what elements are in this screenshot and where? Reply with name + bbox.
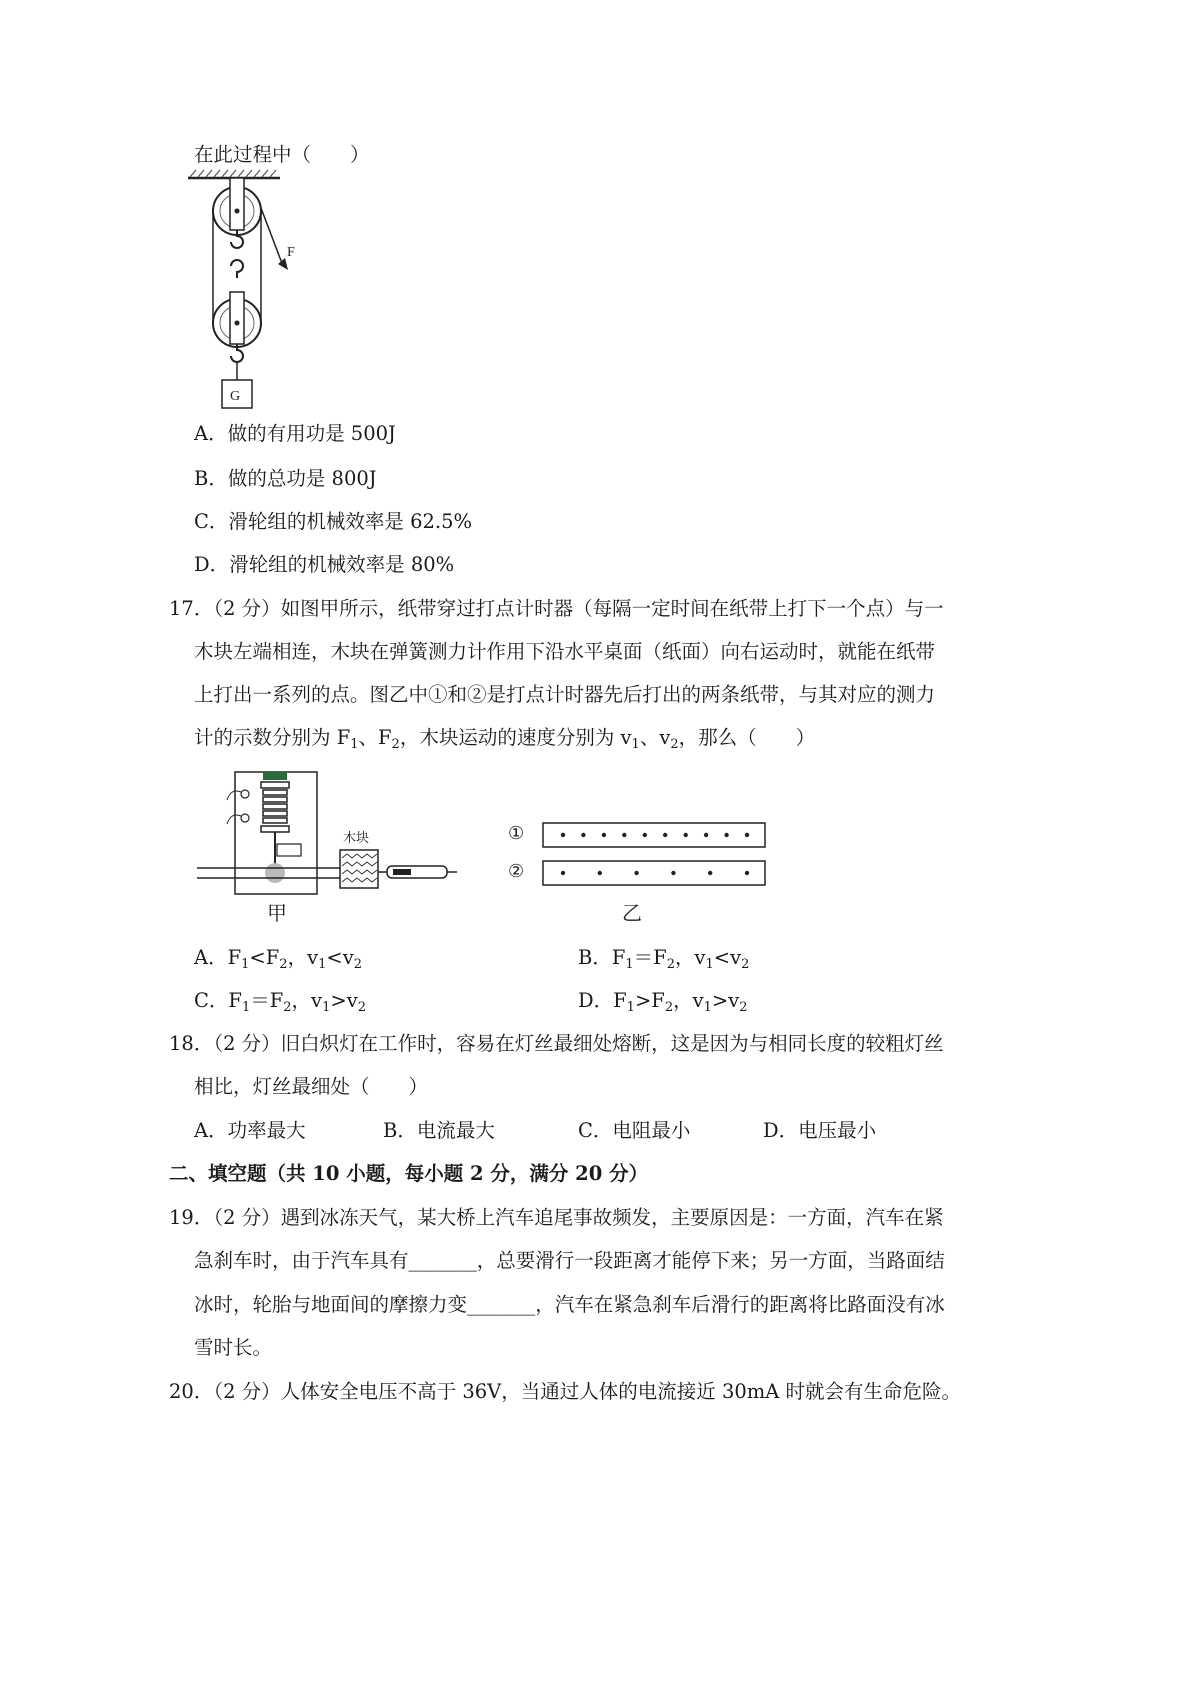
q17-line-3: 上打出一系列的点。图乙中①和②是打点计时器先后打出的两条纸带，与其对应的测力 <box>194 683 936 706</box>
tape-2 <box>543 861 765 885</box>
tape-2-dot <box>634 871 638 875</box>
fixed-pulley <box>213 178 261 248</box>
q18-line-1: 18．（2 分）旧白炽灯在工作时，容易在灯丝最细处熔断，这是因为与相同长度的较粗灯丝 <box>169 1032 944 1055</box>
q18-option-d: D．电压最小 <box>763 1119 877 1142</box>
q19-line-2: 急刹车时，由于汽车具有_______，总要滑行一段距离才能停下来；另一方面，当路面结 <box>194 1249 945 1272</box>
tape-2-dot <box>671 871 675 875</box>
q16-option-a: A．做的有用功是 500J <box>194 422 396 445</box>
q20-line-1: 20．（2 分）人体安全电压不高于 36V，当通过人体的电流接近 30mA 时就会有生命危险。 <box>169 1380 962 1403</box>
tape-1-dot <box>684 833 688 837</box>
q18-option-b: B．电流最大 <box>383 1119 495 1142</box>
tape-1 <box>543 823 765 847</box>
tape-1-dot <box>643 833 647 837</box>
paper-tapes-figure <box>505 815 780 927</box>
q17-option-b: B．$F_1=F_2$，$v_1<v_2$ <box>578 946 750 972</box>
q17-line-2: 木块左端相连，木块在弹簧测力计作用下沿水平桌面（纸面）向右运动时，就能在纸带 <box>194 640 936 663</box>
section-heading: 二、填空题（共 10 小题，每小题 2 分，满分 20 分） <box>169 1162 649 1185</box>
force-label: F <box>287 245 295 260</box>
figure-caption-jia: 甲 <box>267 901 287 925</box>
tape-2-dot <box>745 871 749 875</box>
tape-1-dot <box>704 833 708 837</box>
q18-line-2: 相比，灯丝最细处（ ） <box>194 1075 429 1098</box>
q17-line-1: 17．（2 分）如图甲所示，纸带穿过打点计时器（每隔一定时间在纸带上打下一个点）与一 <box>169 597 944 620</box>
tape-1-label: ① <box>508 823 525 844</box>
q19-line-1: 19．（2 分）遇到冰冻天气，某大桥上汽车追尾事故频发，主要原因是：一方面，汽车在紧 <box>169 1206 944 1229</box>
q17-option-d: D．$F_1>F_2$，$v_1>v_2$ <box>578 989 748 1015</box>
tape-1-dot <box>581 833 585 837</box>
q17-option-c: C．$F_1=F_2$，$v_1>v_2$ <box>194 989 366 1015</box>
tape-1-dot <box>745 833 749 837</box>
q17-option-a: A．$F_1<F_2$，$v_1<v_2$ <box>194 946 363 972</box>
wood-block-label: 木块 <box>343 831 370 846</box>
load-label: G <box>230 389 241 404</box>
figure-caption-yi: 乙 <box>622 901 642 925</box>
q16-option-c: C．滑轮组的机械效率是 62.5% <box>194 510 473 533</box>
pulley-diagram <box>180 166 310 414</box>
tape-1-dot <box>724 833 728 837</box>
tape-1-dot <box>622 833 626 837</box>
tape-1-dot <box>663 833 667 837</box>
q16-option-d: D．滑轮组的机械效率是 80% <box>194 553 455 576</box>
q16-intro: 在此过程中（ ） <box>194 143 370 166</box>
tape-2-dot <box>561 871 565 875</box>
tape-2-label: ② <box>508 861 525 882</box>
q16-option-b: B．做的总功是 800J <box>194 467 377 490</box>
tape-2-dot <box>708 871 712 875</box>
tape-1-dot <box>602 833 606 837</box>
q19-line-4: 雪时长。 <box>194 1336 273 1359</box>
movable-pulley <box>213 260 261 380</box>
tape-1-dot <box>561 833 565 837</box>
q17-line-4: 计的示数分别为 $F_1$、$F_2$，木块运动的速度分别为 $v_1$、$v_2$，那么（ ） <box>194 726 816 752</box>
q19-line-3: 冰时，轮胎与地面间的摩擦力变_______，汽车在紧急刹车后滑行的距离将比路面没有冰 <box>194 1293 945 1316</box>
q18-option-c: C．电阻最小 <box>578 1119 691 1142</box>
tape-2-dot <box>598 871 602 875</box>
q18-option-a: A．功率最大 <box>194 1119 306 1142</box>
ticker-timer-figure <box>195 768 460 928</box>
